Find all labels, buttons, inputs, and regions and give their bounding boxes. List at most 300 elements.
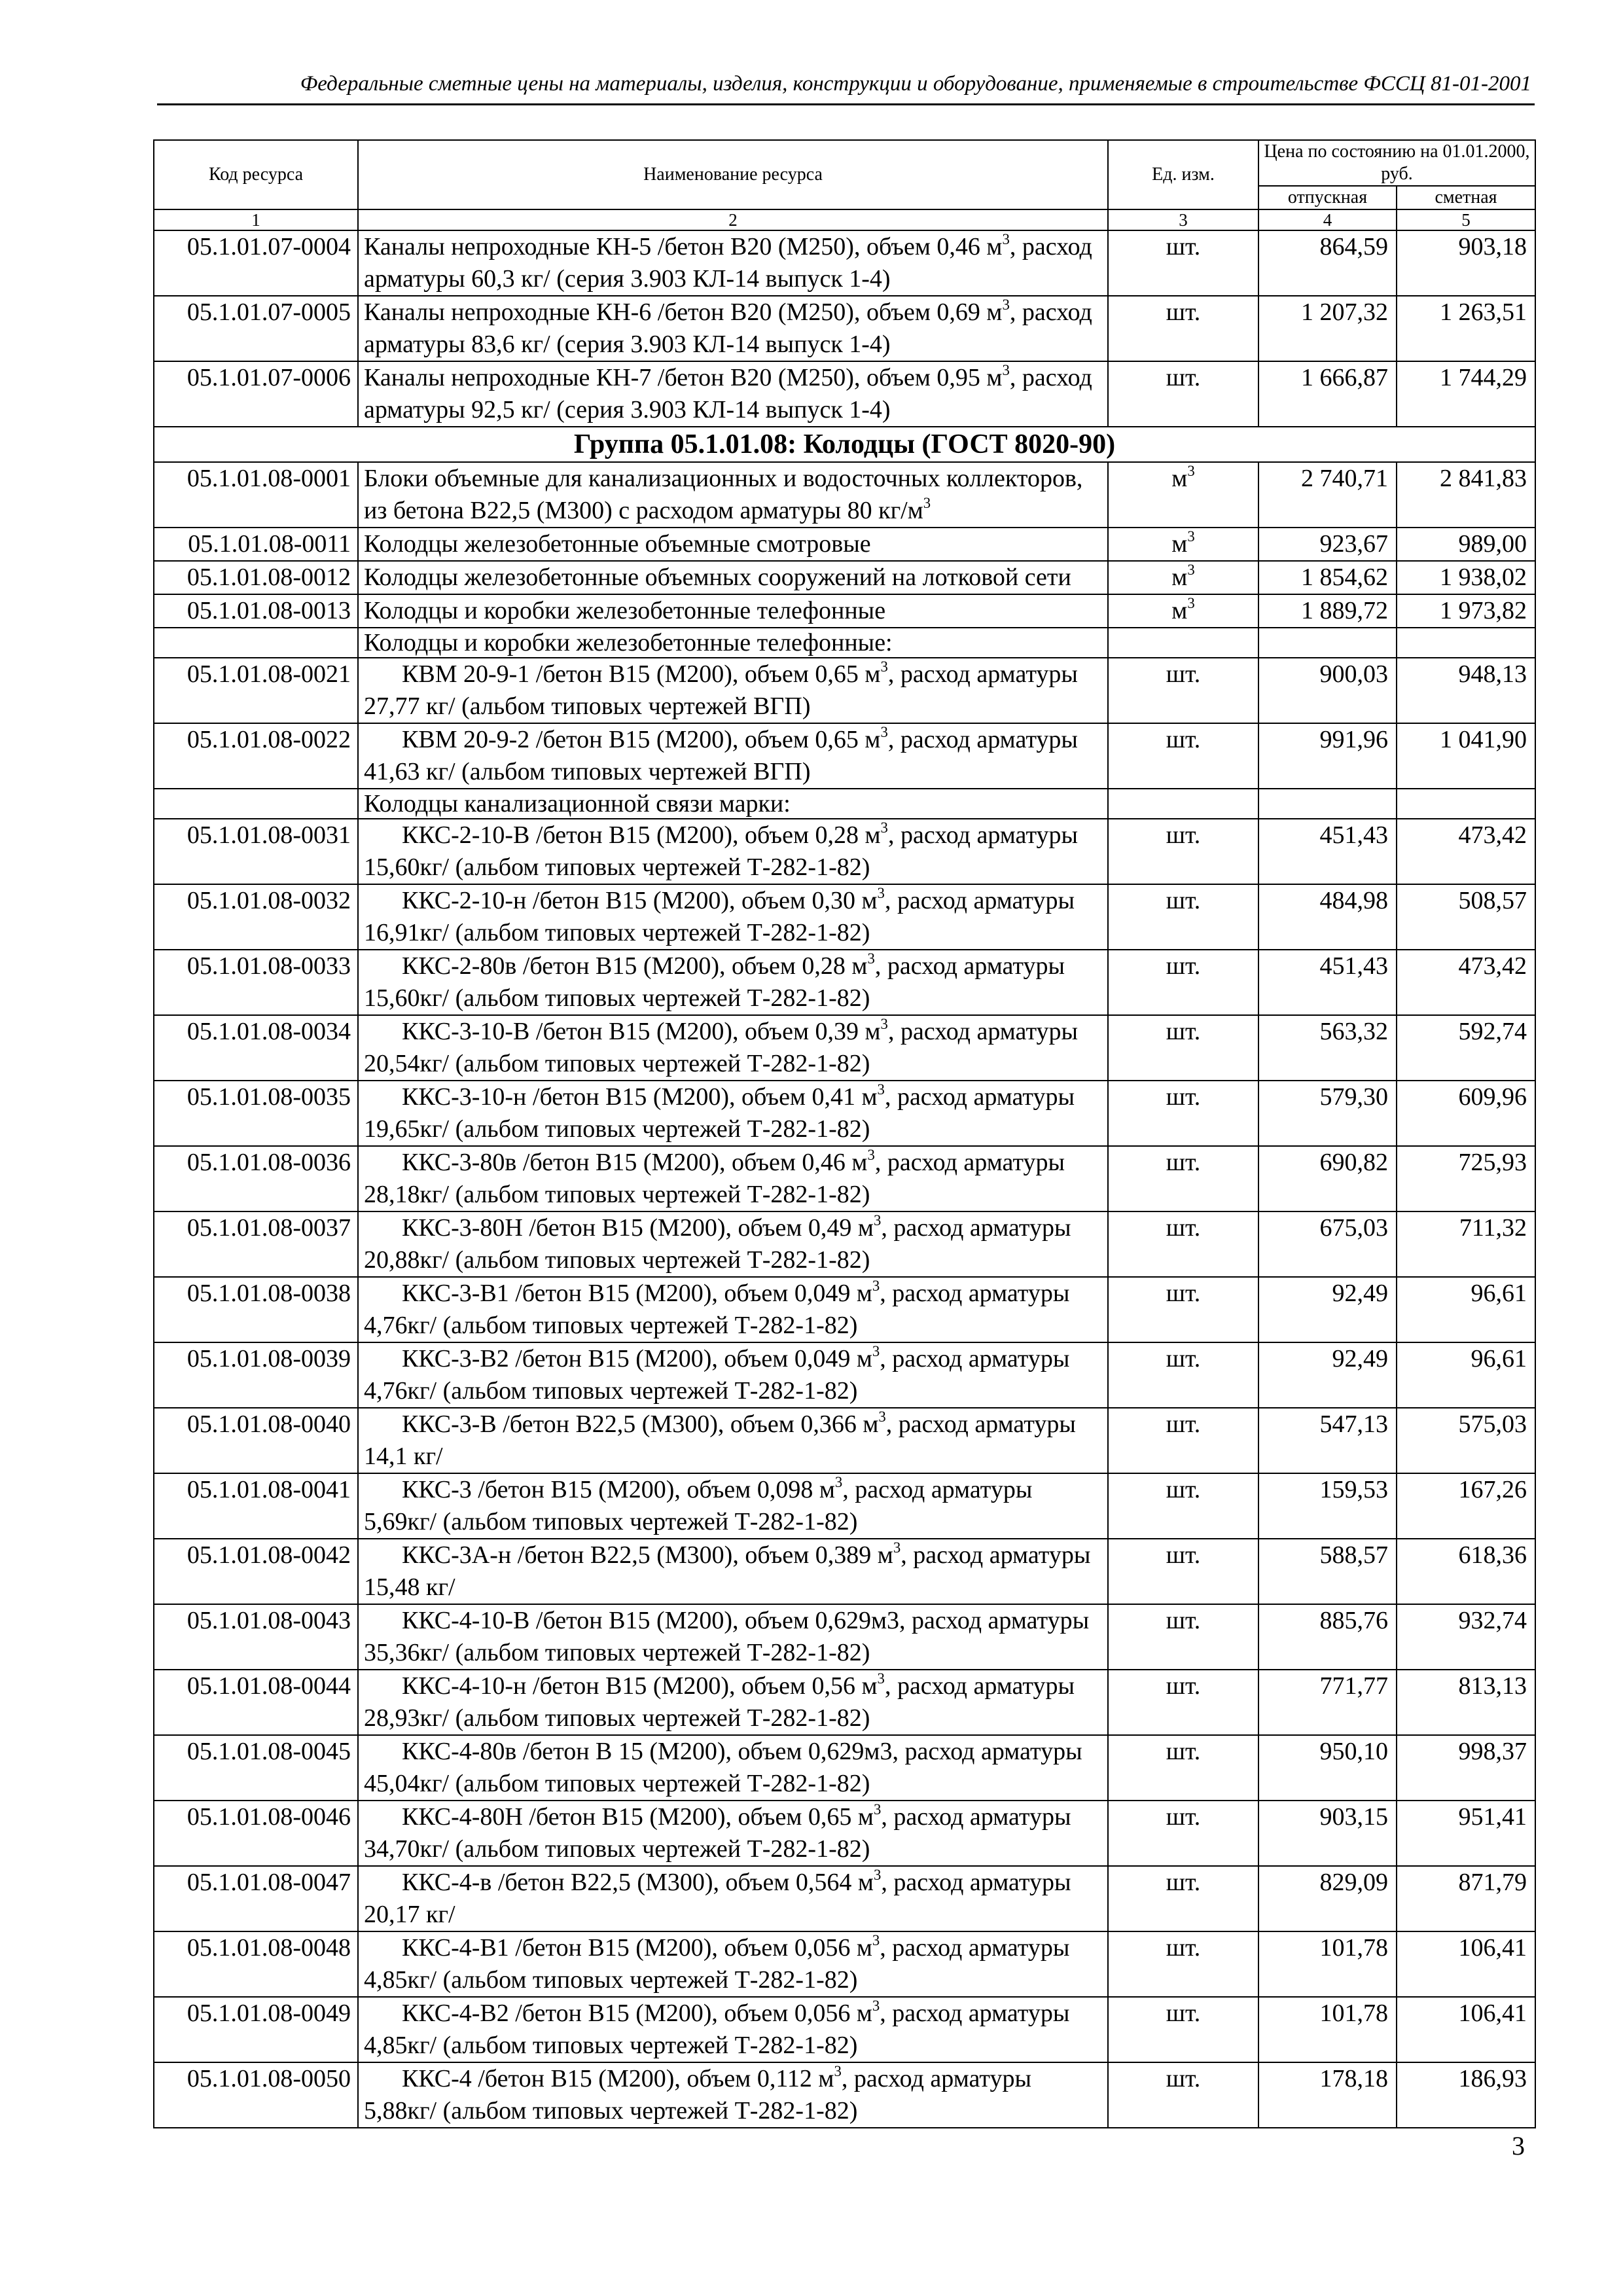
unit-text: шт.: [1166, 298, 1201, 326]
resource-name: ККС-3-10-В /бетон В15 (М200), объем 0,39 м: [402, 1018, 881, 1045]
resource-code: 05.1.01.08-0038: [154, 1277, 358, 1342]
resource-name-cell: [358, 462, 1108, 528]
unit-text: шт.: [1166, 1869, 1201, 1896]
unit-text: шт.: [1166, 726, 1201, 753]
release-price: 101,78: [1258, 1997, 1397, 2062]
resource-name-cell: [358, 296, 1108, 361]
resource-name: ККС-4-80в /бетон В 15 (М200), объем 0,629м3, расход арматуры 45,04кг/ (альбом типовых чертежей Т-282-1-82): [364, 1738, 1082, 1797]
resource-name-rest: , расход арматуры 34,70кг/ (альбом типовых чертежей Т-282-1-82): [364, 1803, 1071, 1863]
column-numbers-row: [154, 209, 1535, 230]
resource-name: КВМ 20-9-1 /бетон В15 (М200), объем 0,65 м: [402, 660, 881, 688]
resource-code: 05.1.01.08-0013: [154, 594, 358, 628]
column-header-unit: Ед. изм.: [1108, 140, 1258, 209]
resource-name-rest: , расход арматуры 19,65кг/ (альбом типовых чертежей Т-282-1-82): [364, 1083, 1075, 1143]
resource-name-cell: [358, 1604, 1108, 1670]
resource-code: 05.1.01.08-0049: [154, 1997, 358, 2062]
estimate-price: 96,61: [1397, 1342, 1535, 1408]
resource-name-cell: [358, 1211, 1108, 1277]
resource-code: 05.1.01.07-0004: [154, 230, 358, 296]
estimate-price: 609,96: [1397, 1081, 1535, 1146]
column-number: 4: [1258, 209, 1397, 230]
resource-name-rest: , расход арматуры 4,76кг/ (альбом типовых чертежей Т-282-1-82): [364, 1280, 1070, 1339]
resource-name-rest: , расход арматуры 4,85кг/ (альбом типовых чертежей Т-282-1-82): [364, 1934, 1070, 1994]
column-header-price: Цена по состоянию на 01.01.2000, руб.: [1258, 140, 1535, 186]
table-row: [154, 1081, 1535, 1146]
resource-name-rest: , расход арматуры 41,63 кг/ (альбом типовых чертежей ВГП): [364, 726, 1078, 785]
superscript: 3: [867, 1147, 875, 1164]
subheader-empty-cell: [1397, 628, 1535, 658]
unit-cell: [1108, 1146, 1258, 1211]
resource-code: 05.1.01.08-0039: [154, 1342, 358, 1408]
column-header-name: Наименование ресурса: [358, 140, 1108, 209]
resource-name-rest: , расход арматуры 27,77 кг/ (альбом типовых чертежей ВГП): [364, 660, 1078, 720]
resource-name: Колодцы и коробки железобетонные телефонные: [364, 597, 886, 624]
resource-name-rest: , расход арматуры 14,1 кг/: [364, 1410, 1076, 1470]
release-price: 1 666,87: [1258, 361, 1397, 427]
resource-code: 05.1.01.08-0040: [154, 1408, 358, 1473]
unit-cell: [1108, 723, 1258, 789]
resource-name: ККС-4-10-н /бетон В15 (М200), объем 0,56 м: [402, 1672, 878, 1700]
superscript: 3: [893, 1539, 901, 1556]
resource-name-rest: , расход арматуры 4,76кг/ (альбом типовых чертежей Т-282-1-82): [364, 1345, 1070, 1405]
unit-cell: [1108, 819, 1258, 884]
resource-name: ККС-3-80в /бетон В15 (М200), объем 0,46 м: [402, 1149, 868, 1176]
unit-text: шт.: [1166, 364, 1201, 391]
estimate-price: 186,93: [1397, 2062, 1535, 2128]
unit-text: шт.: [1166, 1738, 1201, 1765]
superscript: 3: [1002, 231, 1010, 248]
release-price: 923,67: [1258, 528, 1397, 561]
running-header: Федеральные сметные цены на материалы, изделия, конструкции и оборудование, применяемые в строительстве ФССЦ 81-01-2001: [300, 72, 1531, 96]
resource-code: 05.1.01.08-0042: [154, 1539, 358, 1604]
table-row: [154, 1277, 1535, 1342]
column-number: 3: [1108, 209, 1258, 230]
resource-name-cell: [358, 1735, 1108, 1801]
resource-name-cell: [358, 1866, 1108, 1931]
release-price: 675,03: [1258, 1211, 1397, 1277]
subheader-text: Колодцы канализационной связи марки:: [358, 789, 1108, 819]
resource-code: 05.1.01.08-0046: [154, 1801, 358, 1866]
table-row: [154, 594, 1535, 628]
resource-name-rest: , расход арматуры 28,18кг/ (альбом типовых чертежей Т-282-1-82): [364, 1149, 1065, 1208]
resource-name: ККС-3А-н /бетон В22,5 (М300), объем 0,389 м: [402, 1541, 893, 1569]
unit-cell: [1108, 1735, 1258, 1801]
release-price: 588,57: [1258, 1539, 1397, 1604]
superscript: 3: [880, 724, 888, 741]
resource-name-cell: [358, 1931, 1108, 1997]
resource-name: ККС-3-В /бетон В22,5 (М300), объем 0,366 м: [402, 1410, 879, 1438]
resource-name-cell: [358, 1342, 1108, 1408]
superscript: 3: [834, 2063, 842, 2080]
table-row: [154, 361, 1535, 427]
estimate-price: 998,37: [1397, 1735, 1535, 1801]
resource-code: 05.1.01.08-0043: [154, 1604, 358, 1670]
superscript: 3: [873, 1867, 882, 1884]
resource-code: 05.1.01.08-0032: [154, 884, 358, 950]
unit-cell: [1108, 528, 1258, 561]
superscript: 3: [834, 1474, 843, 1491]
superscript: 3: [880, 819, 888, 836]
estimate-price: 96,61: [1397, 1277, 1535, 1342]
release-price: 829,09: [1258, 1866, 1397, 1931]
superscript: 3: [878, 1408, 886, 1426]
resource-name-rest: , расход арматуры 5,69кг/ (альбом типовых чертежей Т-282-1-82): [364, 1476, 1033, 1535]
release-price: 1 854,62: [1258, 561, 1397, 594]
unit-cell: [1108, 462, 1258, 528]
superscript: 3: [872, 1343, 880, 1360]
resource-name: КВМ 20-9-2 /бетон В15 (М200), объем 0,65 м: [402, 726, 881, 753]
resource-name: ККС-4-В2 /бетон В15 (М200), объем 0,056 м: [402, 2000, 872, 2027]
release-price: 92,49: [1258, 1277, 1397, 1342]
resource-code: 05.1.01.08-0033: [154, 950, 358, 1015]
estimate-price: 903,18: [1397, 230, 1535, 296]
estimate-price: 473,42: [1397, 819, 1535, 884]
unit-text: шт.: [1166, 2065, 1201, 2092]
resource-name-rest: , расход арматуры 5,88кг/ (альбом типовых чертежей Т-282-1-82): [364, 2065, 1032, 2125]
release-price: 178,18: [1258, 2062, 1397, 2128]
release-price: 885,76: [1258, 1604, 1397, 1670]
resource-name: ККС-4-В1 /бетон В15 (М200), объем 0,056 м: [402, 1934, 872, 1962]
resource-name-cell: [358, 528, 1108, 561]
resource-name-cell: [358, 1801, 1108, 1866]
unit-cell: [1108, 1473, 1258, 1539]
table-body-kks-wells: [154, 819, 1535, 2128]
release-price: 101,78: [1258, 1931, 1397, 1997]
unit-cell: [1108, 1211, 1258, 1277]
resource-name: ККС-3-10-н /бетон В15 (М200), объем 0,41 м: [402, 1083, 878, 1111]
unit-superscript: 3: [1187, 595, 1195, 612]
resource-name-rest: , расход арматуры 15,60кг/ (альбом типовых чертежей Т-282-1-82): [364, 952, 1065, 1012]
superscript: 3: [872, 1278, 880, 1295]
unit-text: шт.: [1166, 233, 1201, 260]
column-header-code: Код ресурса: [154, 140, 358, 209]
resource-code: 05.1.01.07-0006: [154, 361, 358, 427]
resource-name-cell: [358, 1473, 1108, 1539]
table-row: [154, 1931, 1535, 1997]
unit-text: шт.: [1166, 1018, 1201, 1045]
release-price: 159,53: [1258, 1473, 1397, 1539]
resource-name-cell: [358, 1081, 1108, 1146]
unit-text: шт.: [1166, 887, 1201, 914]
header-rule: [157, 103, 1535, 105]
estimate-price: 1 263,51: [1397, 296, 1535, 361]
resource-code: 05.1.01.08-0011: [154, 528, 358, 561]
estimate-price: 1 938,02: [1397, 561, 1535, 594]
resource-name-cell: [358, 1277, 1108, 1342]
resource-code: 05.1.01.08-0012: [154, 561, 358, 594]
resource-name: ККС-3-В2 /бетон В15 (М200), объем 0,049 м: [402, 1345, 872, 1372]
release-price: 547,13: [1258, 1408, 1397, 1473]
resource-code: 05.1.01.08-0047: [154, 1866, 358, 1931]
estimate-price: 2 841,83: [1397, 462, 1535, 528]
table-row: [154, 462, 1535, 528]
unit-cell: [1108, 1539, 1258, 1604]
superscript: 3: [1002, 362, 1010, 379]
resource-name-cell: [358, 594, 1108, 628]
resource-code: 05.1.01.08-0050: [154, 2062, 358, 2128]
estimate-price: 989,00: [1397, 528, 1535, 561]
subheader-empty-cell: [1397, 789, 1535, 819]
unit-cell: [1108, 561, 1258, 594]
unit-cell: [1108, 2062, 1258, 2128]
table-row: [154, 528, 1535, 561]
unit-text: м: [1171, 465, 1188, 492]
price-table: [153, 139, 1536, 2128]
unit-cell: [1108, 296, 1258, 361]
resource-name-cell: [358, 2062, 1108, 2128]
release-price: 484,98: [1258, 884, 1397, 950]
table-row: [154, 296, 1535, 361]
unit-cell: [1108, 658, 1258, 723]
superscript: 3: [877, 885, 885, 902]
resource-code: 05.1.01.08-0031: [154, 819, 358, 884]
resource-name-rest: , расход арматуры 20,17 кг/: [364, 1869, 1071, 1928]
resource-name: ККС-4-80Н /бетон В15 (М200), объем 0,65 м: [402, 1803, 874, 1831]
unit-text: шт.: [1166, 1476, 1201, 1503]
group-title: Группа 05.1.01.08: Колодцы (ГОСТ 8020-90): [154, 427, 1535, 462]
resource-name-cell: [358, 361, 1108, 427]
unit-superscript: 3: [1187, 463, 1195, 480]
unit-cell: [1108, 361, 1258, 427]
superscript: 3: [872, 1998, 880, 2015]
resource-name-cell: [358, 1146, 1108, 1211]
resource-code: 05.1.01.08-0037: [154, 1211, 358, 1277]
resource-code: 05.1.01.08-0045: [154, 1735, 358, 1801]
estimate-price: 575,03: [1397, 1408, 1535, 1473]
unit-cell: [1108, 1997, 1258, 2062]
release-price: 579,30: [1258, 1081, 1397, 1146]
superscript: 3: [877, 1670, 885, 1687]
release-price: 2 740,71: [1258, 462, 1397, 528]
table-row: [154, 1408, 1535, 1473]
unit-text: шт.: [1166, 1934, 1201, 1962]
estimate-price: 871,79: [1397, 1866, 1535, 1931]
resource-name-rest: , расход арматуры 20,54кг/ (альбом типовых чертежей Т-282-1-82): [364, 1018, 1079, 1077]
resource-name-rest: , расход арматуры 15,48 кг/: [364, 1541, 1091, 1601]
resource-name-cell: [358, 884, 1108, 950]
estimate-price: 1 041,90: [1397, 723, 1535, 789]
unit-superscript: 3: [1187, 528, 1195, 545]
resource-name-cell: [358, 1539, 1108, 1604]
estimate-price: 951,41: [1397, 1801, 1535, 1866]
superscript: 3: [877, 1081, 885, 1098]
superscript: 3: [867, 950, 875, 967]
resource-name: ККС-4 /бетон В15 (М200), объем 0,112 м: [402, 2065, 834, 2092]
release-price: 690,82: [1258, 1146, 1397, 1211]
estimate-price: 508,57: [1397, 884, 1535, 950]
unit-text: шт.: [1166, 1345, 1201, 1372]
unit-cell: [1108, 1342, 1258, 1408]
resource-name: ККС-4-в /бетон В22,5 (М300), объем 0,564 м: [402, 1869, 874, 1896]
table-row: [154, 230, 1535, 296]
resource-name-cell: [358, 723, 1108, 789]
estimate-price: 725,93: [1397, 1146, 1535, 1211]
resource-code: 05.1.01.08-0001: [154, 462, 358, 528]
unit-cell: [1108, 1866, 1258, 1931]
column-header-release: отпускная: [1258, 186, 1397, 209]
table-row: [154, 1735, 1535, 1801]
unit-superscript: 3: [1187, 562, 1195, 579]
release-price: 900,03: [1258, 658, 1397, 723]
unit-text: шт.: [1166, 1280, 1201, 1307]
resource-name: Колодцы железобетонные объемных сооружений на лотковой сети: [364, 564, 1071, 591]
estimate-price: 813,13: [1397, 1670, 1535, 1735]
resource-name: ККС-4-10-В /бетон В15 (М200), объем 0,629м3, расход арматуры 35,36кг/ (альбом типовых чертежей Т-282-1-82): [364, 1607, 1090, 1666]
table-row: [154, 819, 1535, 884]
estimate-price: 1 744,29: [1397, 361, 1535, 427]
superscript: 3: [872, 1932, 880, 1949]
table-row: [154, 1342, 1535, 1408]
release-price: 1 889,72: [1258, 594, 1397, 628]
table-row: [154, 1997, 1535, 2062]
resource-name-cell: [358, 230, 1108, 296]
release-price: 950,10: [1258, 1735, 1397, 1801]
resource-name: Каналы непроходные КН-5 /бетон В20 (М250), объем 0,46 м: [364, 233, 1003, 260]
table-row: [154, 658, 1535, 723]
table-row: [154, 1604, 1535, 1670]
subheader-empty-cell: [1108, 628, 1258, 658]
release-price: 991,96: [1258, 723, 1397, 789]
estimate-price: 1 973,82: [1397, 594, 1535, 628]
unit-text: шт.: [1166, 1541, 1201, 1569]
resource-name: ККС-2-10-В /бетон В15 (М200), объем 0,28 м: [402, 821, 881, 849]
table-row: [154, 561, 1535, 594]
unit-cell: [1108, 1277, 1258, 1342]
resource-code: 05.1.01.08-0044: [154, 1670, 358, 1735]
unit-cell: [1108, 1670, 1258, 1735]
table-row: [154, 1866, 1535, 1931]
estimate-price: 618,36: [1397, 1539, 1535, 1604]
unit-cell: [1108, 1015, 1258, 1081]
table-body-telephone-wells: [154, 658, 1535, 789]
unit-text: шт.: [1166, 821, 1201, 849]
column-number: 5: [1397, 209, 1535, 230]
resource-code: 05.1.01.08-0048: [154, 1931, 358, 1997]
subheader-empty-cell: [1108, 789, 1258, 819]
resource-name: Каналы непроходные КН-6 /бетон В20 (М250), объем 0,69 м: [364, 298, 1003, 326]
subheader-text: Колодцы и коробки железобетонные телефонные:: [358, 628, 1108, 658]
estimate-price: 948,13: [1397, 658, 1535, 723]
resource-code: 05.1.01.08-0041: [154, 1473, 358, 1539]
table-row: [154, 1473, 1535, 1539]
unit-cell: [1108, 1801, 1258, 1866]
table-row: [154, 1146, 1535, 1211]
unit-text: шт.: [1166, 952, 1201, 980]
resource-name-rest: , расход арматуры 60,3 кг/ (серия 3.903 КЛ-14 выпуск 1-4): [364, 233, 1092, 293]
estimate-price: 473,42: [1397, 950, 1535, 1015]
resource-name-rest: , расход арматуры 20,88кг/ (альбом типовых чертежей Т-282-1-82): [364, 1214, 1071, 1274]
superscript: 3: [880, 1016, 888, 1033]
unit-cell: [1108, 1604, 1258, 1670]
unit-cell: [1108, 884, 1258, 950]
resource-name-rest: , расход арматуры 28,93кг/ (альбом типовых чертежей Т-282-1-82): [364, 1672, 1075, 1732]
subheader-row: [154, 628, 1535, 658]
resource-name-cell: [358, 1670, 1108, 1735]
unit-cell: [1108, 1408, 1258, 1473]
superscript: 3: [1002, 296, 1010, 314]
unit-text: шт.: [1166, 1607, 1201, 1634]
resource-name-cell: [358, 819, 1108, 884]
release-price: 451,43: [1258, 950, 1397, 1015]
resource-code: 05.1.01.07-0005: [154, 296, 358, 361]
resource-name: ККС-3-80Н /бетон В15 (М200), объем 0,49 м: [402, 1214, 874, 1242]
superscript: 3: [873, 1212, 882, 1229]
unit-text: шт.: [1166, 1672, 1201, 1700]
table-row: [154, 723, 1535, 789]
resource-code: 05.1.01.08-0022: [154, 723, 358, 789]
page-number: 3: [1512, 2131, 1525, 2161]
resource-name: ККС-3 /бетон В15 (М200), объем 0,098 м: [402, 1476, 835, 1503]
resource-name-rest: , расход арматуры 92,5 кг/ (серия 3.903 КЛ-14 выпуск 1-4): [364, 364, 1092, 423]
resource-name-cell: [358, 658, 1108, 723]
unit-text: шт.: [1166, 1410, 1201, 1438]
column-header-estimate: сметная: [1397, 186, 1535, 209]
resource-name-cell: [358, 561, 1108, 594]
estimate-price: 932,74: [1397, 1604, 1535, 1670]
resource-name-cell: [358, 1408, 1108, 1473]
unit-cell: [1108, 230, 1258, 296]
estimate-price: 167,26: [1397, 1473, 1535, 1539]
superscript: 3: [880, 658, 888, 675]
unit-text: шт.: [1166, 1083, 1201, 1111]
unit-cell: [1108, 594, 1258, 628]
release-price: 903,15: [1258, 1801, 1397, 1866]
column-number: 2: [358, 209, 1108, 230]
unit-text: м: [1171, 597, 1188, 624]
resource-code: 05.1.01.08-0034: [154, 1015, 358, 1081]
subheader-empty-cell: [1258, 789, 1397, 819]
release-price: 771,77: [1258, 1670, 1397, 1735]
release-price: 563,32: [1258, 1015, 1397, 1081]
unit-text: шт.: [1166, 660, 1201, 688]
table-row: [154, 1015, 1535, 1081]
unit-text: шт.: [1166, 1149, 1201, 1176]
group-header-row: [154, 427, 1535, 462]
release-price: 451,43: [1258, 819, 1397, 884]
table-row: [154, 1801, 1535, 1866]
unit-cell: [1108, 950, 1258, 1015]
resource-name-rest: , расход арматуры 4,85кг/ (альбом типовых чертежей Т-282-1-82): [364, 2000, 1070, 2059]
estimate-price: 711,32: [1397, 1211, 1535, 1277]
table-row: [154, 950, 1535, 1015]
unit-text: м: [1171, 530, 1188, 558]
release-price: 92,49: [1258, 1342, 1397, 1408]
table-row: [154, 1539, 1535, 1604]
unit-cell: [1108, 1931, 1258, 1997]
estimate-price: 592,74: [1397, 1015, 1535, 1081]
resource-name-rest: , расход арматуры 83,6 кг/ (серия 3.903 КЛ-14 выпуск 1-4): [364, 298, 1092, 358]
unit-text: шт.: [1166, 1803, 1201, 1831]
superscript: 3: [873, 1801, 882, 1818]
estimate-price: 106,41: [1397, 1997, 1535, 2062]
resource-code: 05.1.01.08-0021: [154, 658, 358, 723]
subheader-row: [154, 789, 1535, 819]
unit-text: шт.: [1166, 2000, 1201, 2027]
resource-name-rest: , расход арматуры 15,60кг/ (альбом типовых чертежей Т-282-1-82): [364, 821, 1079, 881]
release-price: 1 207,32: [1258, 296, 1397, 361]
superscript: 3: [923, 495, 931, 512]
resource-name: Блоки объемные для канализационных и водосточных коллекторов, из бетона В22,5 (М300) с расходом арматуры 80 кг/м: [364, 465, 1083, 524]
column-number: 1: [154, 209, 358, 230]
table-body-wells: [154, 462, 1535, 628]
release-price: 864,59: [1258, 230, 1397, 296]
resource-name: ККС-2-80в /бетон В15 (М200), объем 0,28 м: [402, 952, 868, 980]
resource-name-cell: [358, 1015, 1108, 1081]
resource-name: ККС-2-10-н /бетон В15 (М200), объем 0,30 м: [402, 887, 878, 914]
subheader-empty-cell: [154, 789, 358, 819]
estimate-price: 106,41: [1397, 1931, 1535, 1997]
unit-text: м: [1171, 564, 1188, 591]
